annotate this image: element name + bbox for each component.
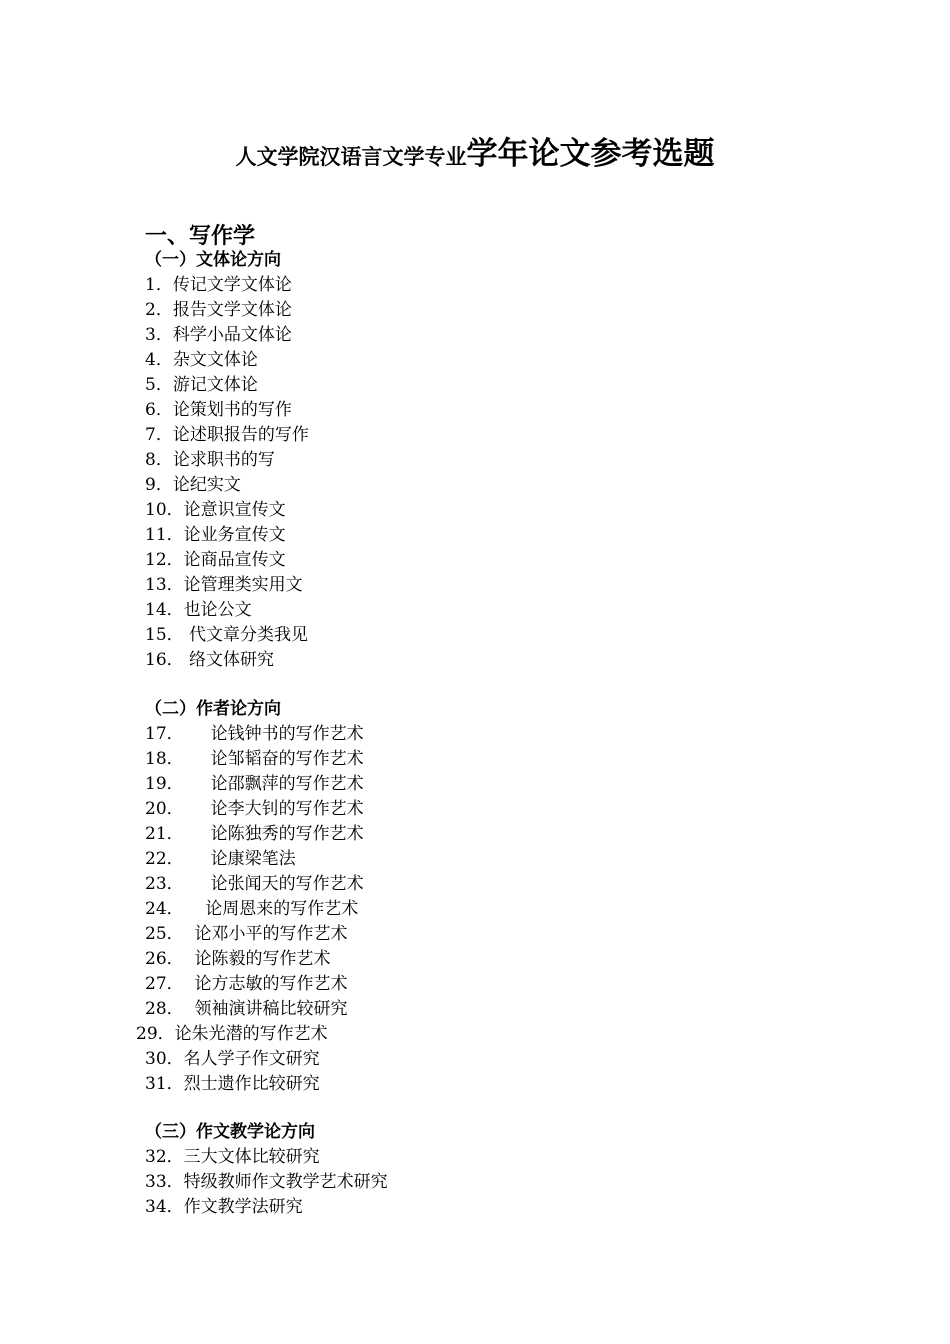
list-item: 30．名人学子作文研究	[145, 1049, 320, 1069]
list-item: 9．论纪实文	[145, 475, 241, 495]
list-item: 29．论朱光潜的写作艺术	[136, 1024, 328, 1044]
topic-list	[136, 722, 745, 1097]
group-genre-theory	[145, 248, 745, 673]
list-item: 27． 论方志敏的写作艺术	[145, 974, 348, 994]
list-item: 1．传记文学文体论	[145, 275, 292, 295]
list-item: 5．游记文体论	[145, 375, 258, 395]
list-item: 17． 论钱钟书的写作艺术	[145, 724, 364, 744]
list-item: 32．三大文体比较研究	[145, 1147, 320, 1167]
title-prefix: 人文学院汉语言文学专业	[235, 144, 467, 169]
list-item: 20． 论李大钊的写作艺术	[145, 799, 364, 819]
topic-list	[145, 1145, 745, 1220]
list-item: 21． 论陈独秀的写作艺术	[145, 824, 364, 844]
list-item: 25． 论邓小平的写作艺术	[145, 924, 348, 944]
list-item: 10．论意识宣传文	[145, 500, 286, 520]
list-item: 2．报告文学文体论	[145, 300, 292, 320]
list-item: 18． 论邹韬奋的写作艺术	[145, 749, 364, 769]
list-item: 3．科学小品文体论	[145, 325, 292, 345]
list-item: 19． 论邵飘萍的写作艺术	[145, 774, 364, 794]
topic-list	[145, 273, 745, 673]
group-author-theory	[136, 697, 745, 1097]
list-item: 26． 论陈毅的写作艺术	[145, 949, 331, 969]
group-composition-teaching	[145, 1120, 745, 1220]
title-main: 学年论文参考选题	[466, 136, 715, 172]
list-item: 7．论述职报告的写作	[145, 425, 309, 445]
list-item: 6．论策划书的写作	[145, 400, 292, 420]
group-heading: （三）作文教学论方向	[145, 1122, 315, 1142]
list-item: 31．烈士遗作比较研究	[145, 1074, 320, 1094]
list-item: 24． 论周恩来的写作艺术	[145, 899, 359, 919]
list-item: 8．论求职书的写	[145, 450, 275, 470]
list-item: 15． 代文章分类我见	[145, 625, 309, 645]
list-item: 23． 论张闻天的写作艺术	[145, 874, 364, 894]
list-item: 11．论业务宣传文	[145, 525, 286, 545]
group-heading: （一）文体论方向	[145, 250, 281, 270]
list-item: 13．论管理类实用文	[145, 575, 303, 595]
list-item: 16． 络文体研究	[145, 650, 275, 670]
list-item: 14．也论公文	[145, 600, 252, 620]
list-item: 34．作文教学法研究	[145, 1197, 303, 1217]
document-title	[0, 128, 950, 173]
list-item: 12．论商品宣传文	[145, 550, 286, 570]
list-item: 33．特级教师作文教学艺术研究	[145, 1172, 388, 1192]
list-item: 22． 论康梁笔法	[145, 849, 296, 869]
group-heading: （二）作者论方向	[145, 699, 281, 719]
section-heading-writing: 一、写作学	[145, 223, 256, 249]
list-item: 28． 领袖演讲稿比较研究	[145, 999, 348, 1019]
list-item: 4．杂文文体论	[145, 350, 258, 370]
